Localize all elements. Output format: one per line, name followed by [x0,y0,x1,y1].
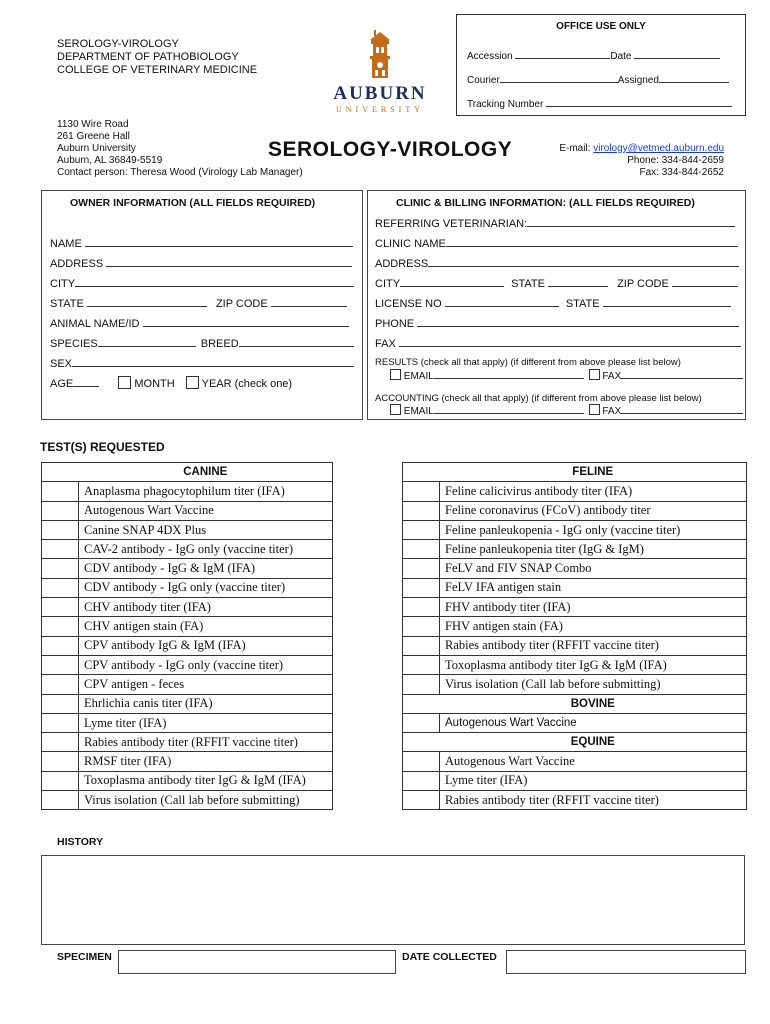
bovine-test-row[interactable] [403,713,747,732]
results-email-field[interactable] [434,369,584,379]
canine-test-label: Virus isolation (Call lab before submitting) [79,791,333,810]
animal-name-label: ANIMAL NAME/ID [50,318,140,330]
date-field[interactable] [634,49,720,59]
owner-city-field[interactable] [75,276,354,287]
license-label: LICENSE NO [375,298,442,310]
clinic-state-label: STATE [511,278,545,290]
clinic-fax-label: FAX [375,338,396,350]
tests-requested-title: TEST(S) REQUESTED [40,440,165,454]
canine-test-row[interactable] [42,501,333,520]
results-options-row [390,369,743,382]
feline-test-checkbox[interactable] [403,636,440,655]
owner-zip-label: ZIP CODE [215,298,268,310]
feline-test-checkbox[interactable] [403,598,440,617]
owner-state-field[interactable] [87,296,207,307]
tower-icon [362,28,398,80]
courier-label: Courier [467,75,500,86]
accounting-options-row [390,404,743,417]
license-state-label: STATE [565,298,600,310]
canine-test-row[interactable] [42,655,333,674]
clinic-fax-row [375,336,741,350]
tracking-field[interactable] [546,97,732,107]
referring-vet-row [375,216,735,230]
bovine-title: BOVINE [440,694,747,713]
license-state-field[interactable] [603,296,731,307]
canine-test-row[interactable] [42,752,333,771]
canine-test-row[interactable] [42,540,333,559]
feline-test-checkbox[interactable] [403,520,440,539]
feline-test-label: Feline calicivirus antibody titer (IFA) [440,482,747,501]
specimen-field[interactable] [118,950,396,974]
history-title: HISTORY [57,836,104,848]
canine-test-label: CPV antibody - IgG only (vaccine titer) [79,655,333,674]
specimen-label: SPECIMEN [57,951,112,963]
canine-test-checkbox[interactable] [42,559,79,578]
canine-test-checkbox[interactable] [42,675,79,694]
canine-test-row[interactable] [42,791,333,810]
canine-test-checkbox[interactable] [42,771,79,790]
feline-test-row[interactable] [403,482,747,501]
canine-test-label: CPV antibody IgG & IgM (IFA) [79,636,333,655]
age-row [50,376,292,390]
feline-test-label: Feline coronavirus (FCoV) antibody titer [440,501,747,520]
office-courier-row [467,73,729,86]
address-line-1: 1130 Wire Road [57,119,129,130]
owner-state-row [50,296,347,310]
canine-test-checkbox[interactable] [42,636,79,655]
age-label: AGE [50,378,74,390]
species-label: SPECIES [50,338,98,350]
canine-header-row [42,463,333,482]
canine-test-row[interactable] [42,694,333,713]
bovine-header-row [403,694,747,713]
feline-tests-table [402,462,747,810]
feline-test-label: Rabies antibody titer (RFFIT vaccine titer) [440,636,747,655]
canine-test-checkbox[interactable] [42,578,79,597]
bovine-header-spacer [403,694,440,713]
canine-test-checkbox[interactable] [42,501,79,520]
sex-row [50,356,354,370]
office-accession-row [467,49,720,62]
canine-test-row[interactable] [42,520,333,539]
bovine-test-label: Autogenous Wart Vaccine [440,713,747,732]
feline-test-label: Virus isolation (Call lab before submitting) [440,675,747,694]
contact-person: Contact person: Theresa Wood (Virology Lab Manager) [57,167,303,178]
canine-test-label: Ehrlichia canis titer (IFA) [79,694,333,713]
logo-sub: UNIVERSITY [336,105,424,114]
clinic-name-label: CLINIC NAME [375,238,446,250]
dept-line-2: DEPARTMENT OF PATHOBIOLOGY [57,51,239,63]
canine-test-checkbox[interactable] [42,617,79,636]
referring-vet-label: REFERRING VETERINARIAN: [375,218,528,230]
canine-test-row[interactable] [42,578,333,597]
equine-test-label: Lyme titer (IFA) [440,771,747,790]
department-header [57,38,257,77]
feline-test-row[interactable] [403,675,747,694]
accounting-email-checkbox[interactable] [390,404,401,415]
species-field[interactable] [98,336,196,347]
owner-info-title: OWNER INFORMATION (ALL FIELDS REQUIRED) [70,197,316,209]
address-line-4: Auburn, AL 36849-5519 [57,155,163,166]
results-fax-label: FAX [602,371,622,382]
address-block [57,119,303,179]
tracking-label: Tracking Number [467,99,544,110]
dept-line-1: SEROLOGY-VIROLOGY [57,38,179,50]
equine-test-row[interactable] [403,771,747,790]
referring-vet-field[interactable] [527,216,735,227]
feline-test-label: FHV antigen stain (FA) [440,617,747,636]
address-line-3: Auburn University [57,143,136,154]
species-row [50,336,354,350]
clinic-phone-row [375,316,739,330]
canine-test-checkbox[interactable] [42,733,79,752]
owner-state-label: STATE [50,298,84,310]
accounting-instructions: ACCOUNTING (check all that apply) (if different from above please list below) [375,393,702,404]
accounting-fax-field[interactable] [621,404,743,414]
feline-test-row[interactable] [403,559,747,578]
canine-test-row[interactable] [42,733,333,752]
license-row [375,296,731,310]
office-tracking-row [467,97,732,110]
feline-test-label: FeLV and FIV SNAP Combo [440,559,747,578]
clinic-city-field[interactable] [400,276,504,287]
accession-field[interactable] [515,49,610,59]
clinic-fax-field[interactable] [399,336,741,347]
canine-header-spacer [42,463,79,482]
clinic-city-label: CITY [375,278,401,290]
clinic-address-row [375,256,739,270]
feline-test-label: FHV antibody titer (IFA) [440,598,747,617]
clinic-name-field[interactable] [446,236,738,247]
license-field[interactable] [445,296,559,307]
clinic-billing-title: CLINIC & BILLING INFORMATION: (ALL FIELDS REQUIRED) [396,197,695,209]
auburn-logo [330,28,430,118]
office-use-title: OFFICE USE ONLY [556,21,646,32]
equine-test-label: Rabies antibody titer (RFFIT vaccine titer) [440,791,747,810]
canine-test-label: CHV antibody titer (IFA) [79,598,333,617]
canine-test-row[interactable] [42,617,333,636]
equine-header-spacer [403,733,440,752]
feline-test-checkbox[interactable] [403,617,440,636]
feline-header-row [403,463,747,482]
feline-test-row[interactable] [403,501,747,520]
animal-name-field[interactable] [143,316,349,327]
clinic-state-field[interactable] [548,276,608,287]
canine-test-label: RMSF titer (IFA) [79,752,333,771]
canine-test-label: Toxoplasma antibody titer IgG & IgM (IFA) [79,771,333,790]
clinic-address-label: ADDRESS [375,258,429,270]
clinic-zip-field[interactable] [672,276,738,287]
canine-test-checkbox[interactable] [42,520,79,539]
canine-test-checkbox[interactable] [42,598,79,617]
equine-test-row[interactable] [403,791,747,810]
date-label: Date [610,51,632,62]
feline-test-checkbox[interactable] [403,655,440,674]
assigned-field[interactable] [659,73,729,83]
feline-test-row[interactable] [403,540,747,559]
owner-name-row [50,236,353,250]
feline-test-label: Feline panleukopenia titer (IgG & IgM) [440,540,747,559]
phone-text: Phone: 334-844-2659 [627,155,724,166]
canine-test-row[interactable] [42,636,333,655]
equine-title: EQUINE [440,733,747,752]
canine-test-row[interactable] [42,771,333,790]
results-email-label: EMAIL [403,371,434,382]
clinic-address-field[interactable] [428,256,739,267]
equine-test-label: Autogenous Wart Vaccine [440,752,747,771]
equine-test-row[interactable] [403,752,747,771]
feline-test-label: Feline panleukopenia - IgG only (vaccine titer) [440,520,747,539]
canine-test-checkbox[interactable] [42,540,79,559]
owner-city-row [50,276,354,290]
equine-test-checkbox[interactable] [403,791,440,810]
feline-test-row[interactable] [403,655,747,674]
feline-test-label: Toxoplasma antibody titer IgG & IgM (IFA) [440,655,747,674]
clinic-phone-field[interactable] [417,316,739,327]
canine-test-row[interactable] [42,713,333,732]
accounting-fax-label: FAX [602,406,622,417]
owner-address-field[interactable] [106,256,352,267]
clinic-billing-box [367,190,746,420]
results-email-checkbox[interactable] [390,369,401,380]
feline-test-checkbox[interactable] [403,540,440,559]
sex-label: SEX [50,358,73,370]
clinic-city-row [375,276,738,290]
canine-test-label: Autogenous Wart Vaccine [79,501,333,520]
canine-test-checkbox[interactable] [42,713,79,732]
canine-tests-table [41,462,333,810]
feline-test-checkbox[interactable] [403,675,440,694]
owner-zip-field[interactable] [271,296,347,307]
canine-test-row[interactable] [42,598,333,617]
feline-test-label: FeLV IFA antigen stain [440,578,747,597]
age-field[interactable] [73,376,99,387]
canine-test-label: Canine SNAP 4DX Plus [79,520,333,539]
results-fax-field[interactable] [621,369,743,379]
accounting-email-label: EMAIL [403,406,434,417]
history-textarea[interactable] [41,855,745,945]
canine-test-label: CPV antigen - feces [79,675,333,694]
canine-test-checkbox[interactable] [42,752,79,771]
month-checkbox[interactable] [118,376,131,389]
canine-test-checkbox[interactable] [42,482,79,501]
feline-test-row[interactable] [403,636,747,655]
date-collected-label: DATE COLLECTED [402,951,497,963]
fax-text: Fax: 334-844-2652 [639,167,724,178]
results-fax-checkbox[interactable] [589,369,600,380]
assigned-label: Assigned [617,75,659,86]
page-title: SEROLOGY-VIROLOGY [268,138,513,161]
canine-test-checkbox[interactable] [42,655,79,674]
clinic-phone-label: PHONE [375,318,415,330]
canine-test-label: CDV antibody - IgG & IgM (IFA) [79,559,333,578]
accounting-email-field[interactable] [434,404,584,414]
owner-address-label: ADDRESS [50,258,104,270]
owner-info-box [41,190,363,420]
feline-title: FELINE [440,463,747,482]
results-instructions: RESULTS (check all that apply) (if different from above please list below) [375,357,681,368]
feline-test-checkbox[interactable] [403,482,440,501]
breed-label: BREED [200,338,239,350]
owner-city-label: CITY [50,278,76,290]
breed-field[interactable] [239,336,354,347]
animal-name-row [50,316,349,330]
feline-test-checkbox[interactable] [403,559,440,578]
canine-test-checkbox[interactable] [42,694,79,713]
email-row [559,143,724,155]
year-checkbox[interactable] [186,376,199,389]
accession-label: Accession [467,51,513,62]
canine-test-row[interactable] [42,482,333,501]
canine-test-label: Anaplasma phagocytophilum titer (IFA) [79,482,333,501]
courier-field[interactable] [500,73,618,83]
email-label: E-mail: [559,143,594,154]
canine-test-row[interactable] [42,675,333,694]
feline-test-row[interactable] [403,598,747,617]
owner-name-field[interactable] [85,236,353,247]
date-collected-field[interactable] [506,950,746,974]
contact-block [559,143,724,179]
canine-test-row[interactable] [42,559,333,578]
feline-header-spacer [403,463,440,482]
feline-test-row[interactable] [403,617,747,636]
month-label: MONTH [134,378,175,390]
year-label: YEAR (check one) [201,378,293,390]
dept-line-3: COLLEGE OF VETERINARY MEDICINE [57,64,258,76]
logo-name: AUBURN [333,83,427,104]
owner-address-row [50,256,352,270]
equine-header-row [403,733,747,752]
equine-test-checkbox[interactable] [403,752,440,771]
canine-test-label: CHV antigen stain (FA) [79,617,333,636]
feline-test-checkbox[interactable] [403,578,440,597]
feline-test-row[interactable] [403,578,747,597]
canine-test-label: CDV antibody - IgG only (vaccine titer) [79,578,333,597]
office-use-box [456,14,746,116]
canine-test-label: Lyme titer (IFA) [79,713,333,732]
feline-test-checkbox[interactable] [403,501,440,520]
canine-test-label: CAV-2 antibody - IgG only (vaccine titer) [79,540,333,559]
accounting-fax-checkbox[interactable] [589,404,600,415]
address-line-2: 261 Greene Hall [57,131,130,142]
clinic-name-row [375,236,738,250]
sex-field[interactable] [72,356,354,367]
canine-test-checkbox[interactable] [42,791,79,810]
clinic-zip-label: ZIP CODE [617,278,669,290]
bovine-test-checkbox[interactable] [403,713,440,732]
feline-test-row[interactable] [403,520,747,539]
email-link[interactable]: virology@vetmed.auburn.edu [593,143,724,154]
equine-test-checkbox[interactable] [403,771,440,790]
canine-title: CANINE [79,463,333,482]
canine-test-label: Rabies antibody titer (RFFIT vaccine titer) [79,733,333,752]
owner-name-label: NAME [50,238,82,250]
